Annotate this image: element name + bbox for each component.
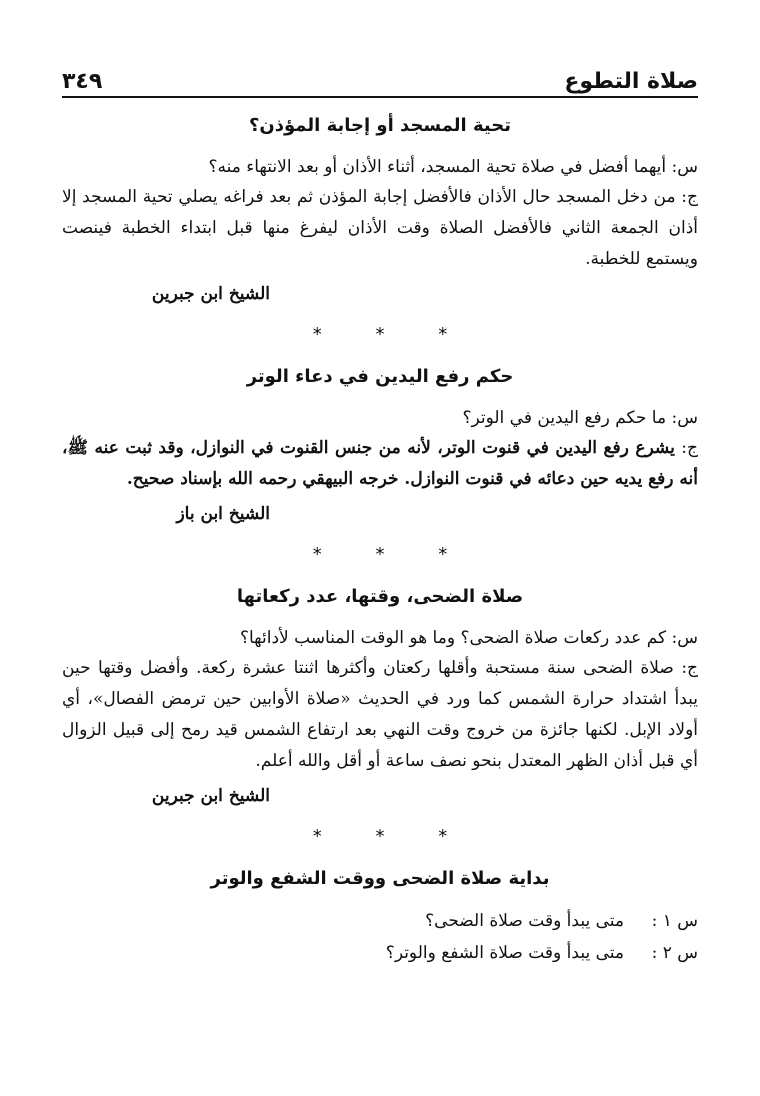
answer-label: ج: <box>681 658 699 678</box>
section-duha <box>62 583 698 811</box>
section-tahiyyat-masjid <box>62 112 698 309</box>
page-header <box>62 58 698 94</box>
page-number: ٣٤٩ <box>62 69 103 94</box>
section-duha-witr-time <box>62 865 698 969</box>
question-text: ما حكم رفع اليدين في الوتر؟ <box>462 408 667 428</box>
signature: الشيخ ابن جبرين <box>151 786 270 806</box>
answer-label: ج: <box>681 187 698 207</box>
answer-text: يشرع رفع اليدين في قنوت الوتر، لأنه من جنس القنوت في النوازل، وقد ثبت عنه ﷺ، أنه رفع يديه حين دعائه في قنوت النوازل. خرجه البيهقي رحمه الله بإسناد صحيح. <box>62 438 698 489</box>
answer-text: صلاة الضحى سنة مستحبة وأقلها ركعتان وأكثرها اثنتا عشرة ركعة. وأفضل وقتها حين يبدأ اشتداد حرارة الشمس كما ورد في الحديث «صلاة الأوابين حين ترمض الفصال»، أي أولاد الإبل. لكنها جائزة من خروج وقت النهي بعد ارتفاع الشمس قيد رمح إلى قبيل الزوال أي قبل أذان الظهر المعتدل بنحو نصف ساعة أو أقل والله أعلم. <box>62 658 698 771</box>
section-divider: * * * <box>312 544 472 565</box>
section-divider: * * * <box>312 324 472 345</box>
answer <box>62 653 698 777</box>
question-text: متى يبدأ وقت صلاة الضحى؟ <box>425 911 624 931</box>
running-title: صلاة التطوع <box>564 69 698 94</box>
answer-text: من دخل المسجد حال الأذان فالأفضل إجابة المؤذن ثم بعد فراغه يصلي تحية المسجد إلا أذان الجمعة الثاني فالأفضل الصلاة وقت الأذان ليفرغ منها قبل ابتداء الخطبة فينصت ويستمع للخطبة. <box>62 187 698 269</box>
section-title: حكم رفع اليدين في دعاء الوتر <box>246 366 514 387</box>
numbered-question <box>62 905 698 937</box>
answer <box>62 433 698 495</box>
page-content <box>62 112 698 969</box>
question <box>62 152 698 182</box>
question-number: س ٢ : <box>651 943 698 963</box>
section-title: بداية صلاة الضحى ووقت الشفع والوتر <box>210 868 550 889</box>
section-divider: * * * <box>312 826 472 847</box>
question-text: كم عدد ركعات صلاة الضحى؟ وما هو الوقت المناسب لأدائها؟ <box>239 628 667 648</box>
answer-label: ج: <box>681 438 698 458</box>
header-rule <box>62 96 698 98</box>
question-label: س: <box>671 628 698 648</box>
numbered-question <box>62 937 698 969</box>
question <box>62 623 698 653</box>
question-text: أيهما أفضل في صلاة تحية المسجد، أثناء الأذان أو بعد الانتهاء منه؟ <box>208 157 667 177</box>
section-title: صلاة الضحى، وقتها، عدد ركعاتها <box>236 586 524 607</box>
question-number: س ١ : <box>651 911 698 931</box>
question-text: متى يبدأ وقت صلاة الشفع والوتر؟ <box>385 943 624 963</box>
section-title: تحية المسجد أو إجابة المؤذن؟ <box>248 115 511 136</box>
signature: الشيخ ابن باز <box>176 504 270 524</box>
question-label: س: <box>671 408 698 428</box>
signature: الشيخ ابن جبرين <box>151 284 270 304</box>
answer <box>62 182 698 275</box>
section-raf-yadayn <box>62 363 698 529</box>
question-label: س: <box>671 157 698 177</box>
question <box>62 403 698 433</box>
